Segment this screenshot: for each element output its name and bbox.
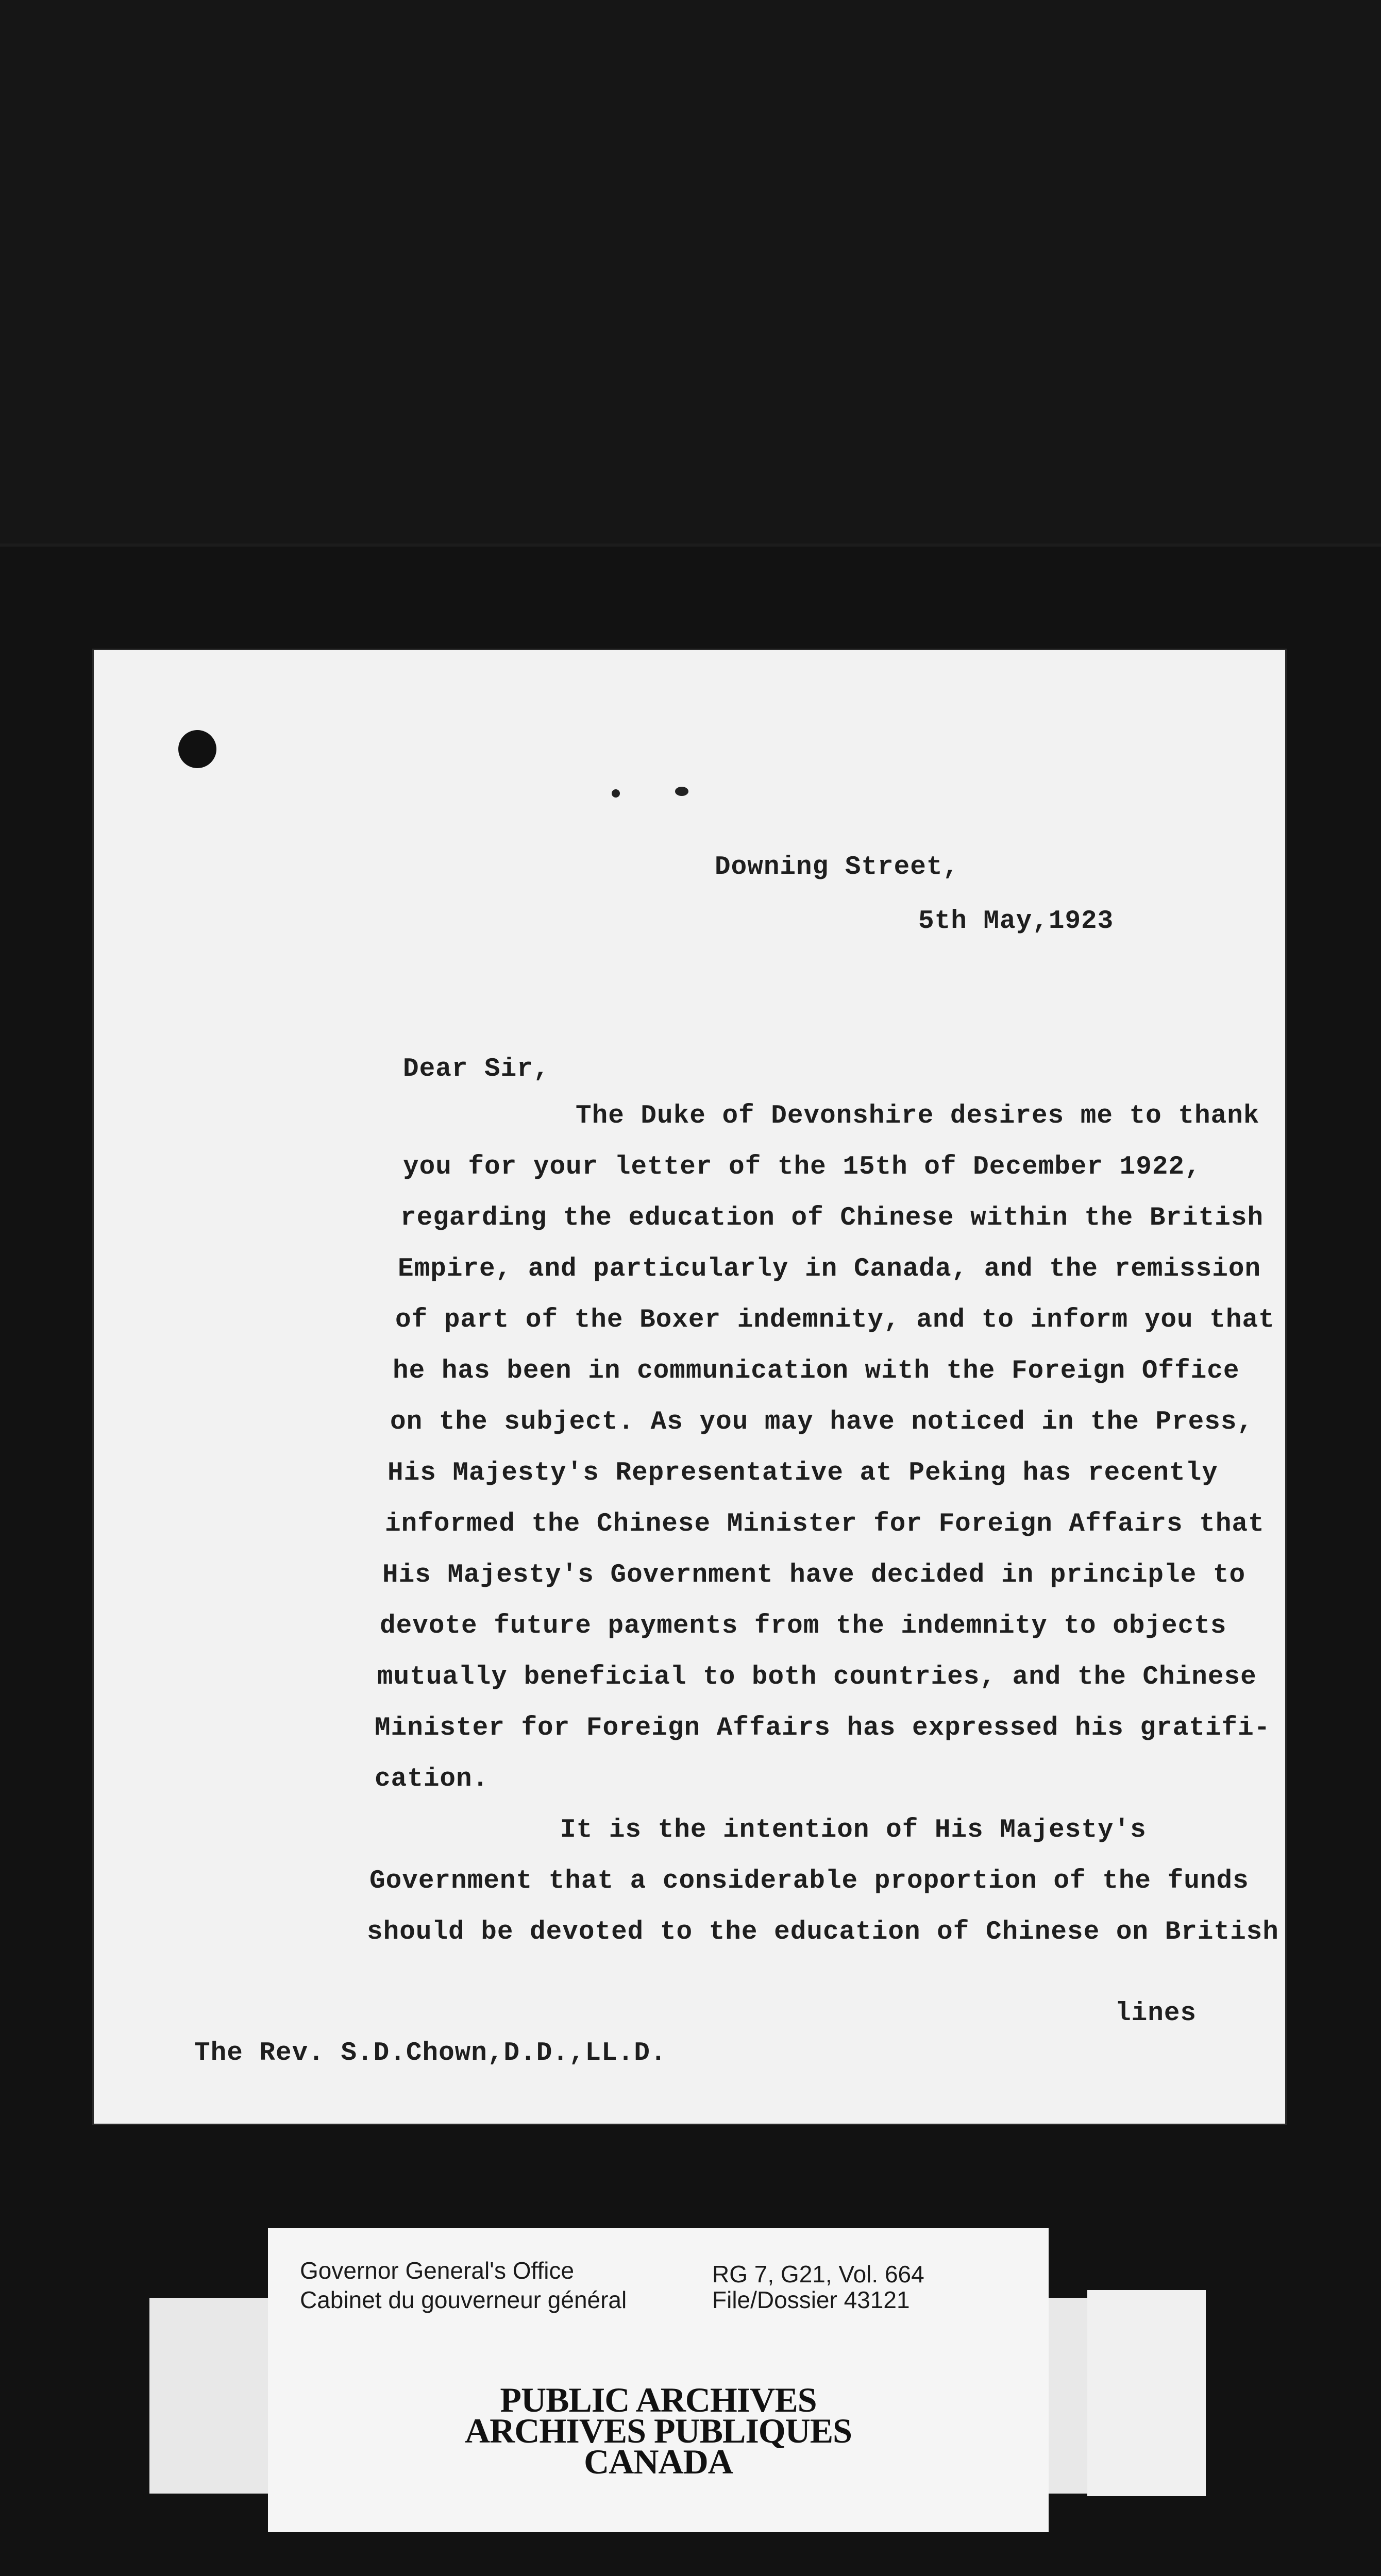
letter-body-line: Minister for Foreign Affairs has expressed his gratifi- <box>375 1714 1271 1743</box>
letter-body-line: of part of the Boxer indemnity, and to inform you that <box>395 1306 1275 1335</box>
film-background-band <box>0 0 1381 546</box>
archive-heading-line1: PUBLIC ARCHIVES <box>500 2380 817 2419</box>
letter-body-line: Government that a considerable proportion of the funds <box>369 1867 1249 1896</box>
ink-speck <box>612 789 620 798</box>
archive-label-card <box>268 2228 1049 2532</box>
punch-hole <box>178 730 216 768</box>
letter-body-line: should be devoted to the education of Chinese on British <box>367 1918 1279 1947</box>
archive-office-fr: Cabinet du gouverneur général <box>300 2286 627 2313</box>
letter-page <box>94 650 1285 2124</box>
archive-file-number: File/Dossier 43121 <box>712 2286 910 2313</box>
letter-body-line: cation. <box>375 1765 489 1794</box>
letter-body-line: informed the Chinese Minister for Foreign Affairs that <box>385 1510 1265 1539</box>
ink-speck <box>675 787 688 796</box>
archive-reference: RG 7, G21, Vol. 664 <box>712 2261 924 2287</box>
letter-body-line: Empire, and particularly in Canada, and the remission <box>398 1255 1261 1284</box>
letter-body-line: he has been in communication with the Foreign Office <box>393 1357 1240 1386</box>
archive-office-en: Governor General's Office <box>300 2257 575 2284</box>
letter-body-line: The Duke of Devonshire desires me to thank <box>576 1101 1260 1131</box>
letter-body-line: on the subject. As you may have noticed in the Press, <box>390 1408 1254 1437</box>
film-divider <box>0 544 1381 547</box>
archive-heading-line2: ARCHIVES PUBLIQUES <box>465 2411 852 2450</box>
archive-heading-line3: CANADA <box>584 2442 733 2481</box>
letter-body-line: His Majesty's Government have decided in principle to <box>382 1561 1246 1590</box>
letter-body-line: regarding the education of Chinese within the British <box>400 1204 1264 1233</box>
letter-salutation: Dear Sir, <box>403 1055 550 1084</box>
letter-body-line: you for your letter of the 15th of December 1922, <box>403 1153 1201 1182</box>
letter-body-line: mutually beneficial to both countries, and the Chinese <box>377 1663 1257 1692</box>
letter-body-line: It is the intention of His Majesty's <box>560 1816 1147 1845</box>
archive-card-tab <box>1087 2290 1206 2496</box>
letter-heading-place: Downing Street, <box>715 853 959 882</box>
letter-heading-date: 5th May,1923 <box>918 907 1114 936</box>
letter-body-line: devote future payments from the indemnity to objects <box>380 1612 1227 1641</box>
letter-body-line: His Majesty's Representative at Peking has recently <box>388 1459 1218 1488</box>
letter-body <box>367 1091 1289 1958</box>
letter-addressee: The Rev. S.D.Chown,D.D.,LL.D. <box>194 2039 667 2068</box>
letter-catchword: lines <box>1115 1999 1197 2028</box>
